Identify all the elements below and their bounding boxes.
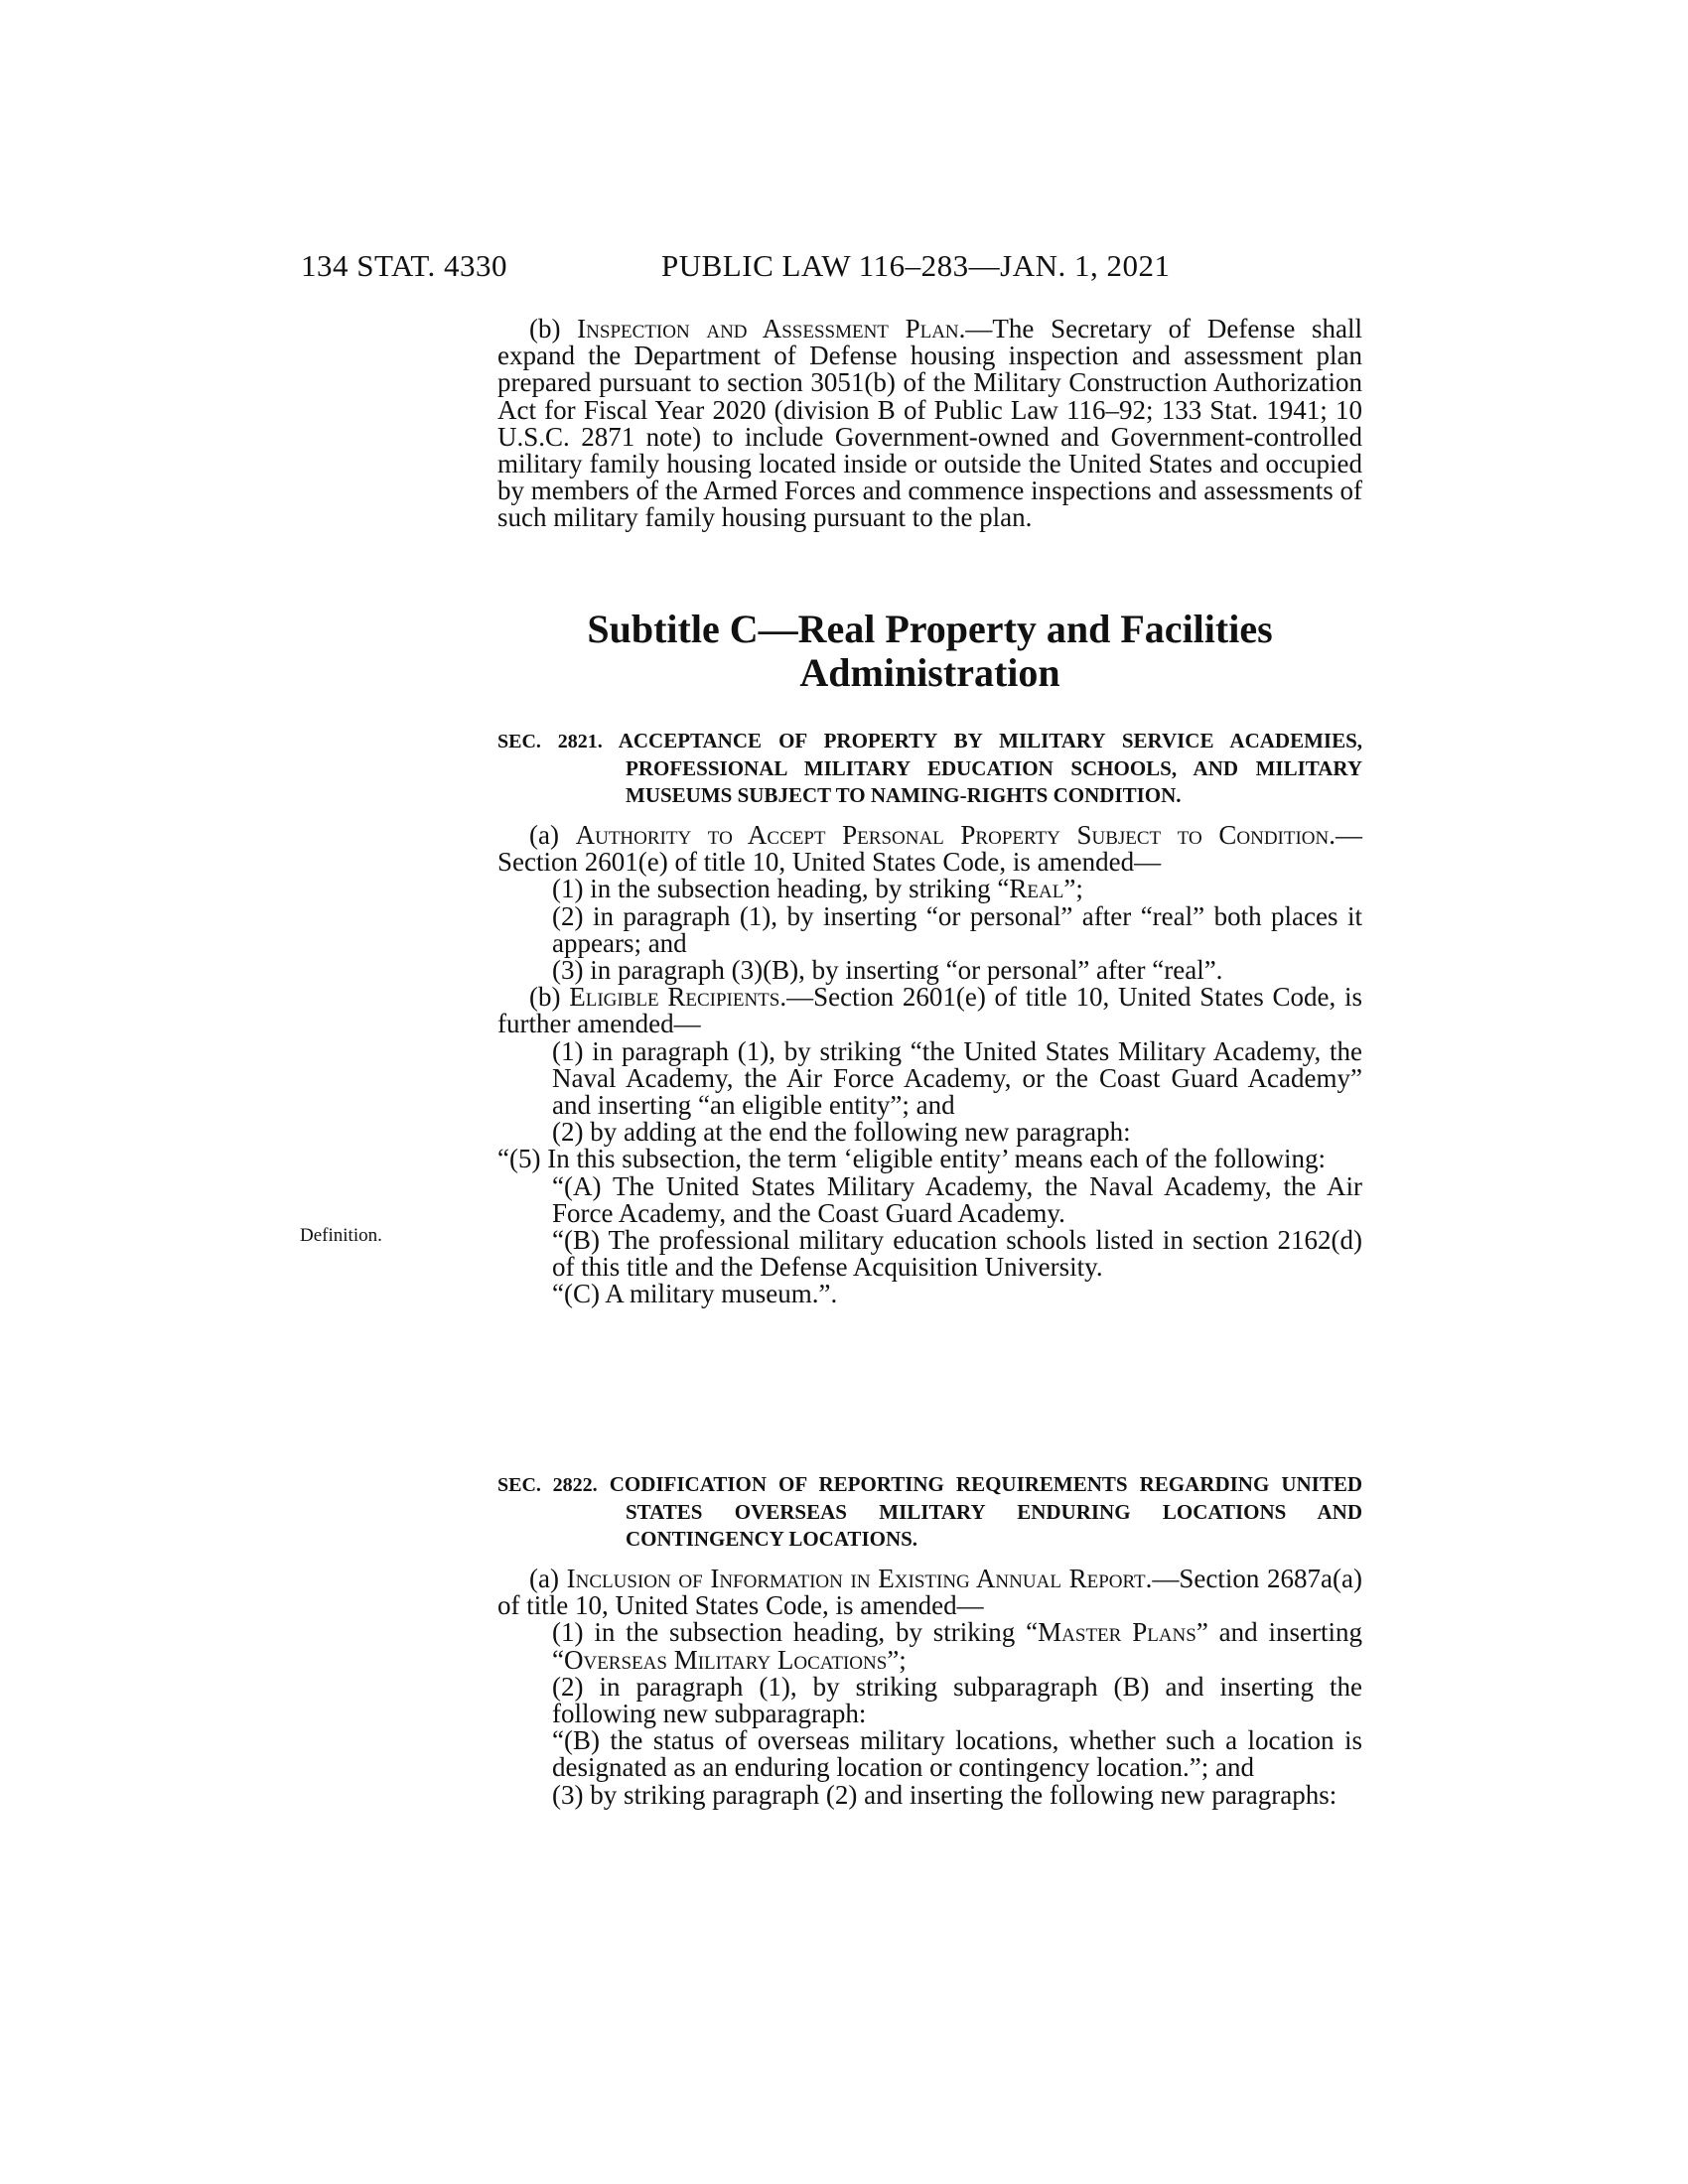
- section-2822-a1-term-2: Overseas Military Locations: [563, 1644, 888, 1675]
- stat-page-number: 134 STAT. 4330: [301, 248, 508, 283]
- section-2821-b-text: .—Section 2601(e) of title 10, United States Code, is further amended—: [497, 982, 1362, 1039]
- section-2821-a3: (3) in paragraph (3)(B), by inserting “or personal” after “real”.: [552, 955, 1223, 986]
- section-2821-title: ACCEPTANCE OF PROPERTY BY MILITARY SERVICE ACADEMIES, PROFESSIONAL MILITARY EDUCATION SCHOOLS, AND MILITARY MUSEUMS SUBJECT TO NAMING-RIGHTS CONDITION.: [618, 729, 1363, 807]
- section-2821-a-text: .—Section 2601(e) of title 10, United States Code, is amended—: [497, 820, 1362, 878]
- section-2821-a1-text: (1) in the subsection heading, by striking “: [552, 874, 1010, 904]
- section-2821-a1-term: Real: [1009, 874, 1064, 904]
- section-2821-item-a: “(A) The United States Military Academy, the Naval Academy, the Air Force Academy, and the Coast Guard Academy.: [552, 1170, 1362, 1228]
- inspection-plan-text: .—The Secretary of Defense shall expand the Department of Defense housing inspection and assessment plan prepared pursuant to section 3051(b) of the Military Construction Authorization Act for Fiscal Year 2020 (division B of Public Law 116–92; 133 Stat. 1941; 10 U.S.C. 2871 note) to include Government-owned and Government-controlled military family housing located inside or outside the United States and occupied by members of the Armed Forces and commence inspections and assessments of such military family housing pursuant to the plan.: [497, 314, 1362, 533]
- section-2821-a1-end: ”;: [1063, 874, 1083, 904]
- section-2822-number: SEC. 2822.: [497, 1474, 598, 1496]
- inspection-plan-paragraph: (b) Inspection and Assessment Plan.—The Secretary of Defense shall expand the Department of Defense housing inspection and assessment plan prepared pursuant to section 3051(b) of the Military Construction Authorization Act for Fiscal Year 2020 (division B of Public Law 116–92; 133 Stat. 1941; 10 U.S.C. 2871 note) to include Government-owned and Government-controlled military family housing located inside or outside the United States and occupied by members of the Armed Forces and commence inspections and assessments of such military family housing pursuant to the plan.: [497, 314, 1362, 533]
- section-2821-b: (b) Eligible Recipients.—Section 2601(e) of title 10, United States Code, is further amended—: [497, 982, 1362, 1039]
- section-2821-b1: (1) in paragraph (1), by striking “the United States Military Academy, the Naval Academy, the Air Force Academy, or the Coast Guard Academy” and inserting “an eligible entity”; and: [552, 1035, 1362, 1121]
- section-2821: [497, 728, 1362, 1308]
- section-2821-heading: [497, 728, 1362, 809]
- section-2822-title: CODIFICATION OF REPORTING REQUIREMENTS REGARDING UNITED STATES OVERSEAS MILITARY ENDURING LOCATIONS AND CONTINGENCY LOCATIONS.: [609, 1472, 1363, 1551]
- section-2821-a2: (2) in paragraph (1), by inserting “or personal” after “real” both places it appears; and: [552, 900, 1362, 958]
- section-2822-heading: [497, 1471, 1362, 1553]
- section-2822-a-text: .—Section 2687a(a) of title 10, United States Code, is amended—: [497, 1564, 1362, 1621]
- subtitle-line-2: Administration: [799, 650, 1060, 695]
- public-law-citation: PUBLIC LAW 116–283—JAN. 1, 2021: [661, 248, 1171, 283]
- section-2822: [497, 1471, 1362, 1809]
- section-2821-b-heading: Eligible Recipients: [569, 982, 780, 1013]
- section-2822-a1-term-1: Master Plans: [1038, 1617, 1196, 1648]
- section-2821-item-b: “(B) The professional military education schools listed in section 2162(d) of this title and the Defense Acquisition University.: [552, 1225, 1362, 1283]
- margin-note-definition: Definition.: [300, 1225, 382, 1246]
- section-2822-a1: [497, 1619, 1362, 1673]
- page-header: [301, 248, 1294, 288]
- section-2821-b2-para5: “(5) In this subsection, the term ‘eligible entity’ means each of the following:: [497, 1144, 1327, 1174]
- section-2822-a1-text: (1) in the subsection heading, by striking “: [552, 1617, 1039, 1648]
- section-2821-a1: [497, 876, 1362, 902]
- inspection-plan-heading: Inspection and Assessment Plan: [577, 314, 959, 343]
- subtitle-line-1: Subtitle C—Real Property and Facilities: [587, 607, 1273, 651]
- section-2821-a-heading: Authority to Accept Personal Property Subject to Condition: [575, 820, 1330, 850]
- section-2822-a2: (2) in paragraph (1), by striking subparagraph (B) and inserting the following new subparagraph:: [552, 1671, 1362, 1729]
- section-2822-a3: (3) by striking paragraph (2) and inserting the following new paragraphs:: [552, 1779, 1337, 1810]
- section-2822-a-heading: Inclusion of Information in Existing Annual Report: [566, 1564, 1146, 1593]
- section-2821-number: SEC. 2821.: [497, 731, 603, 752]
- section-2821-b2: (2) by adding at the end the following new paragraph:: [552, 1117, 1131, 1148]
- subtitle-heading: [497, 608, 1362, 695]
- section-2822-a1-mid: ” and inserting “: [552, 1617, 1362, 1675]
- inspection-plan-block: [497, 316, 1362, 532]
- section-2822-a: (a) Inclusion of Information in Existing Annual Report.—Section 2687a(a) of title 10, United States Code, is amended—: [497, 1564, 1362, 1621]
- section-2821-a: (a) Authority to Accept Personal Property Subject to Condition.—Section 2601(e) of title 10, United States Code, is amended—: [497, 820, 1362, 878]
- section-2822-a2-subparagraph-b: “(B) the status of overseas military locations, whether such a location is designated as an enduring location or contingency location.”; and: [552, 1725, 1362, 1783]
- section-2822-a1-end: ”;: [887, 1644, 907, 1675]
- section-2821-item-c: “(C) A military museum.”.: [552, 1279, 838, 1309]
